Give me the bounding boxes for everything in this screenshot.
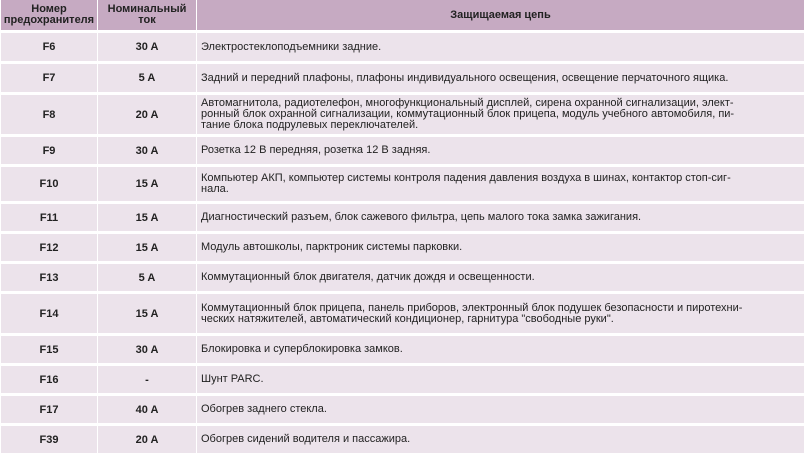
rated-current-cell-text: 20 A [135,433,159,446]
rated-current-cell [98,204,196,231]
fuse-number-cell-text: F8 [42,108,56,121]
fuse-number-cell [1,366,97,393]
table-row [0,64,805,92]
fuse-number-cell [1,167,97,201]
rated-current-cell-text: 15 A [135,241,159,254]
rated-current-cell-text: 5 A [138,271,156,284]
fuse-number-cell-text: F14 [39,307,59,320]
rated-current-cell-text: 30 A [135,41,159,53]
rated-current-cell [98,33,196,61]
protected-circuit-cell-text: Электростеклоподъемники задние. [201,40,382,53]
fuse-number-cell [1,426,97,453]
protected-circuit-cell-text: Компьютер АКП, компьютер системы контроля падения давления воздуха в шинах, контактор стоп-сиг- нала. [201,172,731,195]
fuse-number-cell-text: F17 [39,403,59,416]
table-row [0,264,805,291]
table-row [0,33,805,61]
protected-circuit-cell [197,167,804,201]
table-row [0,234,805,261]
rated-current-cell-text: 30 A [135,343,159,356]
protected-circuit-cell-text: Обогрев сидений водителя и пассажира. [201,433,411,445]
rated-current-cell-text: 15 A [135,211,159,224]
rated-current-cell-text: 30 A [135,144,159,157]
protected-circuit-cell [197,294,804,333]
rated-current-cell-text: 15 A [135,307,159,320]
rated-current-cell [98,336,196,363]
rated-current-cell [98,396,196,423]
rated-current-cell [98,95,196,134]
protected-circuit-cell-text: Задний и передний плафоны, плафоны индивидуального освещения, освещение перчаточного ящика. [201,71,729,84]
protected-circuit-cell [197,336,804,363]
header-protected-circuit: Защищаемая цепь [197,0,804,30]
table-row [0,366,805,393]
fuse-number-cell [1,336,97,363]
rated-current-cell [98,426,196,453]
fuse-number-cell [1,33,97,61]
fuse-number-cell-text: F16 [39,373,59,386]
rated-current-cell [98,366,196,393]
fuse-number-cell [1,396,97,423]
header-fuse-number: Номер предохранителя [1,0,97,30]
rated-current-cell [98,64,196,92]
protected-circuit-cell [197,366,804,393]
protected-circuit-cell [197,234,804,261]
rated-current-cell [98,294,196,333]
protected-circuit-cell-text: Диагностический разъем, блок сажевого фильтра, цепь малого тока замка зажигания. [201,211,642,223]
fuse-number-cell [1,234,97,261]
protected-circuit-cell [197,204,804,231]
fuse-number-cell-text: F9 [42,144,56,157]
fuse-number-cell-text: F11 [39,211,59,224]
fuse-number-cell-text: F6 [42,41,56,53]
fuse-number-cell-text: F12 [39,241,59,254]
rated-current-cell-text: 15 A [135,178,159,190]
rated-current-cell-text: 20 A [135,108,159,121]
protected-circuit-cell [197,264,804,291]
fuse-number-cell [1,137,97,164]
rated-current-cell [98,264,196,291]
protected-circuit-cell [197,137,804,164]
protected-circuit-cell [197,396,804,423]
protected-circuit-cell [197,95,804,134]
table-row [0,95,805,134]
table-row [0,167,805,201]
fuse-number-cell [1,95,97,134]
rated-current-cell [98,137,196,164]
fuse-number-cell [1,204,97,231]
rated-current-cell-text: 5 A [138,72,156,84]
rated-current-cell-text: - [145,373,149,386]
protected-circuit-cell-text: Розетка 12 В передняя, розетка 12 В задняя. [201,144,431,156]
table-header [0,0,805,30]
table-row [0,294,805,333]
table-row [0,396,805,423]
fuse-number-cell-text: F15 [39,343,59,356]
protected-circuit-cell [197,426,804,453]
protected-circuit-cell-text: Обогрев заднего стекла. [201,403,327,415]
protected-circuit-cell-text: Модуль автошколы, парктроник системы парковки. [201,241,463,253]
protected-circuit-cell-text: Шунт PARC. [201,373,264,385]
fuse-number-cell-text: F10 [39,178,59,190]
protected-circuit-cell [197,33,804,61]
protected-circuit-cell-text: Коммутационный блок двигателя, датчик дождя и освещенности. [201,271,535,283]
table-row [0,336,805,363]
fuse-number-cell [1,64,97,92]
table-row [0,426,805,453]
protected-circuit-cell-text: Автомагнитола, радиотелефон, многофункциональный дисплей, сирена охранной сигнализации, элект- ронный блок охранной сигнализации, коммутационный блок прицепа, модуль учебного автомобиля, пи- тание блока подрулевых переключателей. [201,97,735,131]
protected-circuit-cell-text: Блокировка и суперблокировка замков. [201,343,403,355]
rated-current-cell [98,234,196,261]
fuse-number-cell-text: F13 [39,271,59,284]
rated-current-cell [98,167,196,201]
rated-current-cell-text: 40 A [135,403,159,416]
table-row [0,137,805,164]
fuse-number-cell-text: F39 [39,433,59,446]
protected-circuit-cell-text: Коммутационный блок прицепа, панель приборов, электронный блок подушек безопасности и пиротехни- ческих натяжителей, автоматический кондиционер, гарнитура "свободные руки". [201,301,743,325]
table-row [0,204,805,231]
fuse-number-cell-text: F7 [42,72,56,84]
protected-circuit-cell [197,64,804,92]
fuse-number-cell [1,264,97,291]
header-rated-current: Номинальный ток [98,0,196,30]
fuse-number-cell [1,294,97,333]
